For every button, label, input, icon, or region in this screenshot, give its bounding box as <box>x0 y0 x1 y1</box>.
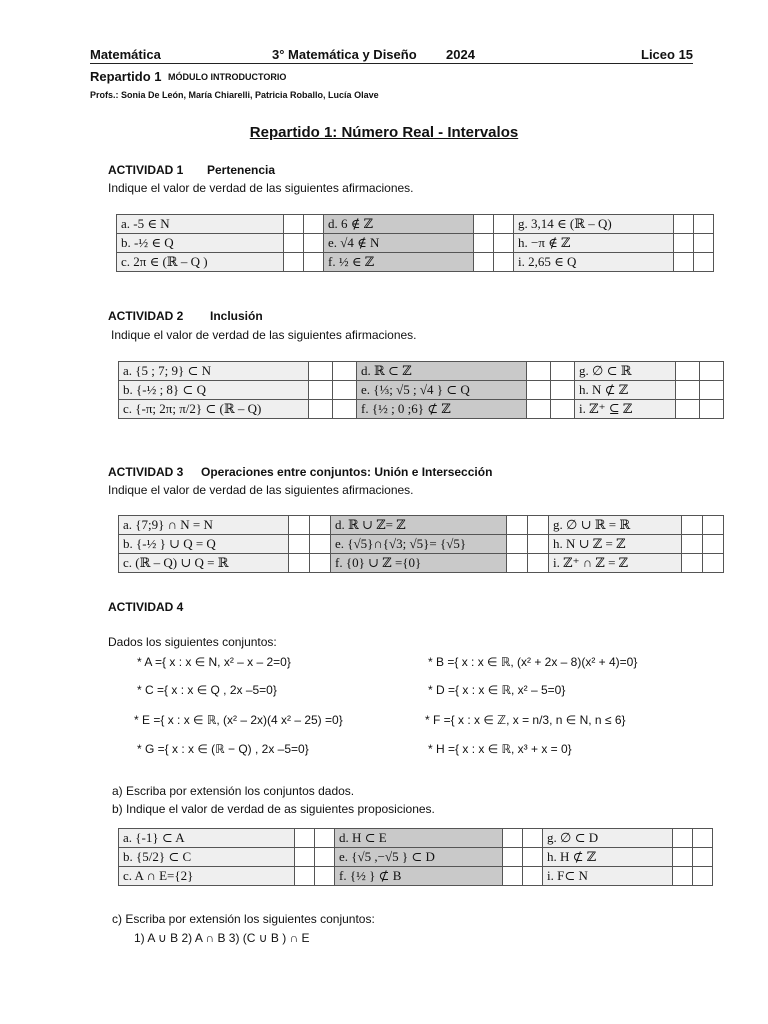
table-row <box>119 516 724 535</box>
set-d: * D ={ x : x ∈ ℝ, x² – 5=0} <box>428 683 566 697</box>
answer-cell[interactable] <box>693 867 713 886</box>
answer-cell[interactable] <box>551 362 575 381</box>
act3-e: e. {√5}∩{√3; √5}= {√5} <box>331 535 507 554</box>
answer-cell[interactable] <box>523 829 543 848</box>
act4-a: a. {-1} ⊂ A <box>119 829 295 848</box>
table-row <box>119 400 724 419</box>
act3-table <box>118 515 724 573</box>
answer-cell[interactable] <box>289 554 310 573</box>
table-row <box>119 554 724 573</box>
table-row <box>119 535 724 554</box>
answer-cell[interactable] <box>333 362 357 381</box>
profs: Profs.: Sonia De León, María Chiarelli, Patricia Roballo, Lucía Olave <box>90 90 379 100</box>
act4-b: b. {5/2} ⊂ C <box>119 848 295 867</box>
answer-cell[interactable] <box>700 362 724 381</box>
act3-instruction: Indique el valor de verdad de las siguientes afirmaciones. <box>108 483 414 497</box>
answer-cell[interactable] <box>527 362 551 381</box>
answer-cell[interactable] <box>304 253 324 272</box>
act2-g: g. ∅ ⊂ ℝ <box>575 362 676 381</box>
table-row <box>117 215 714 234</box>
table-row <box>117 234 714 253</box>
act1-c: c. 2π ∈ (ℝ – Q ) <box>117 253 284 272</box>
answer-cell[interactable] <box>703 516 724 535</box>
answer-cell[interactable] <box>703 554 724 573</box>
table-row <box>119 381 724 400</box>
answer-cell[interactable] <box>528 554 549 573</box>
answer-cell[interactable] <box>310 554 331 573</box>
act4-i: i. F⊂ N <box>543 867 673 886</box>
answer-cell[interactable] <box>700 400 724 419</box>
school: Liceo 15 <box>641 47 694 62</box>
set-f: * F ={ x : x ∈ ℤ, x = n/3, n ∈ N, n ≤ 6} <box>425 713 626 727</box>
set-a: * A ={ x : x ∈ N, x² – x – 2=0} <box>137 655 291 669</box>
act1-e: e. √4 ∉ N <box>324 234 474 253</box>
act3-topic: Operaciones entre conjuntos: Unión e Intersección <box>201 465 493 479</box>
answer-cell[interactable] <box>673 848 693 867</box>
answer-cell[interactable] <box>503 848 523 867</box>
answer-cell[interactable] <box>682 535 703 554</box>
act3-g: g. ∅ ∪ ℝ = ℝ <box>549 516 682 535</box>
act1-f: f. ½ ∈ ℤ <box>324 253 474 272</box>
answer-cell[interactable] <box>494 253 514 272</box>
act3-b: b. {-½ } ∪ Q = Q <box>119 535 289 554</box>
act1-instruction: Indique el valor de verdad de las siguientes afirmaciones. <box>108 181 414 195</box>
answer-cell[interactable] <box>527 381 551 400</box>
act2-h: h. N ⊄ ℤ <box>575 381 676 400</box>
answer-cell[interactable] <box>682 516 703 535</box>
answer-cell[interactable] <box>494 215 514 234</box>
act1-d: d. 6 ∉ ℤ <box>324 215 474 234</box>
act1-heading: ACTIVIDAD 1 <box>108 163 184 177</box>
act2-i: i. ℤ⁺ ⊆ ℤ <box>575 400 676 419</box>
act4-heading: ACTIVIDAD 4 <box>108 600 184 614</box>
answer-cell[interactable] <box>673 867 693 886</box>
act3-i: i. ℤ⁺ ∩ ℤ = ℤ <box>549 554 682 573</box>
act2-b: b. {-½ ; 8} ⊂ Q <box>119 381 309 400</box>
act2-c: c. {-π; 2π; π/2} ⊂ (ℝ – Q) <box>119 400 309 419</box>
module-label: MÓDULO INTRODUCTORIO <box>168 72 287 82</box>
table-row <box>119 867 713 886</box>
answer-cell[interactable] <box>528 516 549 535</box>
answer-cell[interactable] <box>284 234 304 253</box>
act4-intro: Dados los siguientes conjuntos: <box>108 635 277 649</box>
answer-cell[interactable] <box>682 554 703 573</box>
answer-cell[interactable] <box>694 215 714 234</box>
act4-item-c: c) Escriba por extensión los siguientes conjuntos: <box>112 912 375 926</box>
answer-cell[interactable] <box>295 848 315 867</box>
act2-f: f. {½ ; 0 ;6} ⊄ ℤ <box>357 400 527 419</box>
answer-cell[interactable] <box>694 234 714 253</box>
act4-table <box>118 828 713 886</box>
answer-cell[interactable] <box>674 234 694 253</box>
act1-h: h. −π ∉ ℤ <box>514 234 674 253</box>
answer-cell[interactable] <box>309 381 333 400</box>
act4-d: d. H ⊂ E <box>335 829 503 848</box>
act4-e: e. {√5 ,−√5 } ⊂ D <box>335 848 503 867</box>
answer-cell[interactable] <box>474 234 494 253</box>
table-row <box>119 362 724 381</box>
answer-cell[interactable] <box>673 829 693 848</box>
answer-cell[interactable] <box>507 554 528 573</box>
answer-cell[interactable] <box>494 234 514 253</box>
set-h: * H ={ x : x ∈ ℝ, x³ + x = 0} <box>428 742 572 756</box>
year: 2024 <box>446 47 475 62</box>
act2-d: d. ℝ ⊂ ℤ <box>357 362 527 381</box>
answer-cell[interactable] <box>503 867 523 886</box>
answer-cell[interactable] <box>694 253 714 272</box>
answer-cell[interactable] <box>309 362 333 381</box>
answer-cell[interactable] <box>295 829 315 848</box>
answer-cell[interactable] <box>315 867 335 886</box>
act3-f: f. {0} ∪ ℤ ={0} <box>331 554 507 573</box>
answer-cell[interactable] <box>527 400 551 419</box>
answer-cell[interactable] <box>674 215 694 234</box>
answer-cell[interactable] <box>528 535 549 554</box>
act2-instruction: Indique el valor de verdad de las siguientes afirmaciones. <box>111 328 417 342</box>
act1-i: i. 2,65 ∈ Q <box>514 253 674 272</box>
act3-h: h. N ∪ ℤ = ℤ <box>549 535 682 554</box>
subject: Matemática <box>90 47 161 62</box>
answer-cell[interactable] <box>295 867 315 886</box>
answer-cell[interactable] <box>289 535 310 554</box>
answer-cell[interactable] <box>551 400 575 419</box>
answer-cell[interactable] <box>284 215 304 234</box>
answer-cell[interactable] <box>333 400 357 419</box>
act4-g: g. ∅ ⊂ D <box>543 829 673 848</box>
act2-table <box>118 361 724 419</box>
table-row <box>119 829 713 848</box>
answer-cell[interactable] <box>309 400 333 419</box>
course: 3° Matemática y Diseño <box>272 47 417 62</box>
act3-d: d. ℝ ∪ ℤ= ℤ <box>331 516 507 535</box>
answer-cell[interactable] <box>523 848 543 867</box>
answer-cell[interactable] <box>551 381 575 400</box>
set-e: * E ={ x : x ∈ ℝ, (x² – 2x)(4 x² – 25) =0} <box>134 713 343 727</box>
answer-cell[interactable] <box>310 535 331 554</box>
answer-cell[interactable] <box>676 362 700 381</box>
act3-c: c. (ℝ – Q) ∪ Q = ℝ <box>119 554 289 573</box>
act4-f: f. {½ } ⊄ B <box>335 867 503 886</box>
answer-cell[interactable] <box>284 253 304 272</box>
answer-cell[interactable] <box>304 234 324 253</box>
answer-cell[interactable] <box>474 215 494 234</box>
act2-topic: Inclusión <box>210 309 263 323</box>
act4-c: c. A ∩ E={2} <box>119 867 295 886</box>
answer-cell[interactable] <box>676 400 700 419</box>
act2-a: a. {5 ; 7; 9} ⊂ N <box>119 362 309 381</box>
set-g: * G ={ x : x ∈ (ℝ − Q) , 2x –5=0} <box>137 742 309 756</box>
set-b: * B ={ x : x ∈ ℝ, (x² + 2x – 8)(x² + 4)=0} <box>428 655 638 669</box>
act4-item-c-list: 1) A ∪ B 2) A ∩ B 3) (C ∪ B ) ∩ E <box>134 931 310 945</box>
repartido-label: Repartido 1 <box>90 69 162 84</box>
answer-cell[interactable] <box>315 848 335 867</box>
act3-heading: ACTIVIDAD 3 <box>108 465 184 479</box>
answer-cell[interactable] <box>693 829 713 848</box>
answer-cell[interactable] <box>289 516 310 535</box>
answer-cell[interactable] <box>474 253 494 272</box>
answer-cell[interactable] <box>676 381 700 400</box>
answer-cell[interactable] <box>333 381 357 400</box>
answer-cell[interactable] <box>310 516 331 535</box>
answer-cell[interactable] <box>503 829 523 848</box>
act2-e: e. {⅓; √5 ; √4 } ⊂ Q <box>357 381 527 400</box>
act1-table <box>116 214 714 272</box>
answer-cell[interactable] <box>315 829 335 848</box>
act1-topic: Pertenencia <box>207 163 276 177</box>
table-row <box>117 253 714 272</box>
answer-cell[interactable] <box>674 253 694 272</box>
answer-cell[interactable] <box>507 516 528 535</box>
act4-h: h. H ⊄ ℤ <box>543 848 673 867</box>
answer-cell[interactable] <box>507 535 528 554</box>
set-c: * C ={ x : x ∈ Q , 2x –5=0} <box>137 683 277 697</box>
act1-g: g. 3,14 ∈ (ℝ – Q) <box>514 215 674 234</box>
answer-cell[interactable] <box>523 867 543 886</box>
act4-item-b: b) Indique el valor de verdad de as siguientes proposiciones. <box>112 802 435 816</box>
act4-item-a: a) Escriba por extensión los conjuntos dados. <box>112 784 355 798</box>
act3-a: a. {7;9} ∩ N = N <box>119 516 289 535</box>
page-title: Repartido 1: Número Real - Intervalos <box>249 124 519 141</box>
answer-cell[interactable] <box>703 535 724 554</box>
answer-cell[interactable] <box>304 215 324 234</box>
answer-cell[interactable] <box>700 381 724 400</box>
act2-heading: ACTIVIDAD 2 <box>108 309 184 323</box>
answer-cell[interactable] <box>693 848 713 867</box>
table-row <box>119 848 713 867</box>
act1-b: b. -½ ∈ Q <box>117 234 284 253</box>
header-rule <box>90 63 693 64</box>
act1-a: a. -5 ∈ N <box>117 215 284 234</box>
